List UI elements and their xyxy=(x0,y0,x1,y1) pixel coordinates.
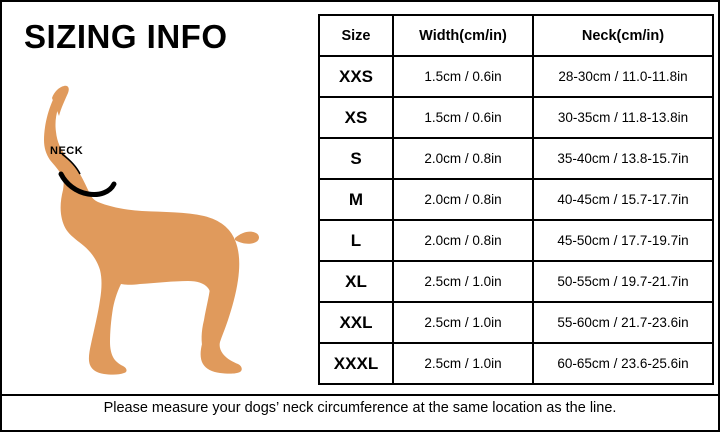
table-row xyxy=(319,261,713,302)
cell-width: 2.0cm / 0.8in xyxy=(393,138,533,179)
header-neck: Neck(cm/in) xyxy=(533,15,713,56)
cell-size: XS xyxy=(319,97,393,138)
cell-neck: 45-50cm / 17.7-19.7in xyxy=(533,220,713,261)
dog-illustration xyxy=(14,70,304,375)
size-table-container xyxy=(318,14,708,385)
cell-neck: 50-55cm / 19.7-21.7in xyxy=(533,261,713,302)
cell-neck: 60-65cm / 23.6-25.6in xyxy=(533,343,713,384)
table-row xyxy=(319,343,713,384)
table-row xyxy=(319,56,713,97)
footer-note: Please measure your dogs’ neck circumference at the same location as the line. xyxy=(103,400,617,416)
cell-width: 1.5cm / 0.6in xyxy=(393,97,533,138)
size-table xyxy=(318,14,714,385)
cell-size: S xyxy=(319,138,393,179)
cell-size: L xyxy=(319,220,393,261)
dog-body-shape xyxy=(44,88,242,375)
page-title: SIZING INFO xyxy=(24,18,228,55)
header-size: Size xyxy=(319,15,393,56)
cell-size: XXS xyxy=(319,56,393,97)
cell-width: 2.5cm / 1.0in xyxy=(393,261,533,302)
cell-size: M xyxy=(319,179,393,220)
cell-width: 2.5cm / 1.0in xyxy=(393,302,533,343)
cell-width: 2.5cm / 1.0in xyxy=(393,343,533,384)
cell-neck: 30-35cm / 11.8-13.8in xyxy=(533,97,713,138)
cell-width: 2.0cm / 0.8in xyxy=(393,179,533,220)
cell-size: XXL xyxy=(319,302,393,343)
table-row xyxy=(319,179,713,220)
cell-width: 1.5cm / 0.6in xyxy=(393,56,533,97)
dog-tail-shape xyxy=(235,232,259,244)
neck-label: NECK xyxy=(50,145,84,157)
cell-neck: 55-60cm / 21.7-23.6in xyxy=(533,302,713,343)
table-row xyxy=(319,220,713,261)
table-header-row xyxy=(319,15,713,56)
footer-divider xyxy=(2,394,718,396)
cell-size: XXXL xyxy=(319,343,393,384)
cell-neck: 40-45cm / 15.7-17.7in xyxy=(533,179,713,220)
table-row xyxy=(319,302,713,343)
cell-neck: 35-40cm / 13.8-15.7in xyxy=(533,138,713,179)
table-row xyxy=(319,97,713,138)
cell-size: XL xyxy=(319,261,393,302)
table-row xyxy=(319,138,713,179)
left-panel xyxy=(2,2,314,392)
header-width: Width(cm/in) xyxy=(393,15,533,56)
cell-width: 2.0cm / 0.8in xyxy=(393,220,533,261)
cell-neck: 28-30cm / 11.0-11.8in xyxy=(533,56,713,97)
